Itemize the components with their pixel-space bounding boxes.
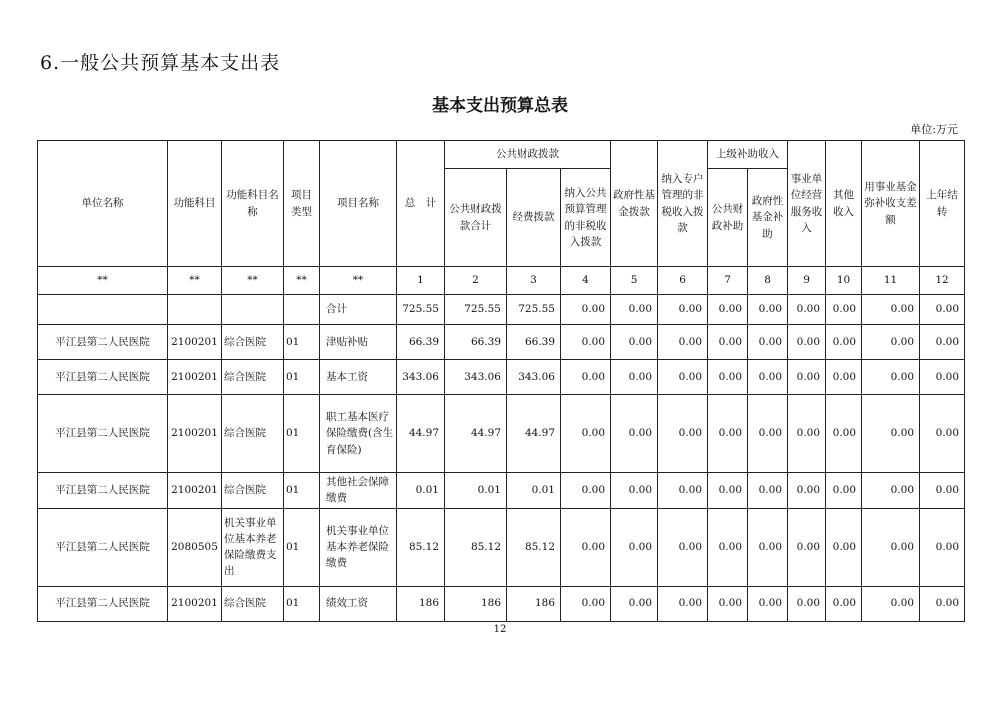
value-cell: 0.00 [748, 586, 788, 621]
header-public-total: 公共财政拨款合计 [445, 169, 507, 267]
index-cell: 5 [611, 267, 658, 295]
table-row [38, 360, 965, 395]
value-cell: 0.00 [920, 395, 965, 473]
index-cell: 7 [708, 267, 748, 295]
func-code-cell: 2100201 [168, 473, 222, 509]
value-cell: 0.00 [826, 586, 862, 621]
func-code-cell: 2100201 [168, 360, 222, 395]
header-operating: 经费拨款 [507, 169, 561, 267]
func-code-cell: 2100201 [168, 325, 222, 360]
unit-name-cell: 平江县第二人民医院 [38, 473, 168, 509]
header-superior-gov: 政府性基金补助 [748, 169, 788, 267]
value-cell: 0.00 [788, 325, 826, 360]
header-carryover: 上年结转 [920, 141, 965, 267]
value-cell: 0.00 [658, 508, 708, 586]
value-cell: 0.00 [708, 360, 748, 395]
unit-name-cell: 平江县第二人民医院 [38, 395, 168, 473]
value-cell: 0.00 [862, 473, 920, 509]
func-name-cell: 综合医院 [222, 473, 284, 509]
value-cell: 0.00 [561, 360, 611, 395]
func-name-cell: 综合医院 [222, 360, 284, 395]
value-cell: 0.00 [826, 295, 862, 325]
value-cell: 0.00 [611, 295, 658, 325]
header-func-name: 功能科目名称 [222, 141, 284, 267]
value-cell: 0.00 [862, 325, 920, 360]
value-cell: 0.00 [788, 360, 826, 395]
value-cell: 0.00 [862, 508, 920, 586]
index-cell: ** [222, 267, 284, 295]
item-type-cell: 01 [284, 473, 320, 509]
item-type-cell: 01 [284, 586, 320, 621]
item-name-cell: 绩效工资 [320, 586, 397, 621]
value-cell: 66.39 [507, 325, 561, 360]
value-cell: 0.00 [862, 395, 920, 473]
index-cell: 1 [397, 267, 445, 295]
index-cell: 9 [788, 267, 826, 295]
value-cell: 0.00 [708, 586, 748, 621]
value-cell: 0.00 [658, 325, 708, 360]
value-cell: 0.00 [658, 295, 708, 325]
index-cell: 12 [920, 267, 965, 295]
value-cell: 0.00 [920, 295, 965, 325]
total-type-cell [284, 295, 320, 325]
value-cell: 0.00 [658, 395, 708, 473]
value-cell: 0.00 [862, 360, 920, 395]
value-cell: 0.00 [920, 586, 965, 621]
data-rows [38, 325, 965, 622]
header-business: 事业单位经营服务收入 [788, 141, 826, 267]
index-cell: ** [320, 267, 397, 295]
value-cell: 0.00 [788, 473, 826, 509]
table-row [38, 508, 965, 586]
table-title: 基本支出预算总表 [432, 96, 568, 116]
index-cell: 4 [561, 267, 611, 295]
value-cell: 0.00 [788, 508, 826, 586]
table-row [38, 473, 965, 509]
value-cell: 0.00 [788, 295, 826, 325]
index-cell: 3 [507, 267, 561, 295]
value-cell: 85.12 [507, 508, 561, 586]
func-code-cell: 2100201 [168, 395, 222, 473]
value-cell: 0.00 [561, 295, 611, 325]
header-public-finance: 公共财政拨款 [445, 141, 611, 169]
value-cell: 0.00 [611, 395, 658, 473]
value-cell: 0.00 [748, 325, 788, 360]
header-func-code: 功能科目 [168, 141, 222, 267]
value-cell: 0.00 [862, 586, 920, 621]
value-cell: 343.06 [445, 360, 507, 395]
value-cell: 0.00 [920, 360, 965, 395]
header-total: 总 计 [397, 141, 445, 267]
item-name-cell: 其他社会保障缴费 [320, 473, 397, 509]
value-cell: 725.55 [397, 295, 445, 325]
budget-table [37, 140, 965, 622]
value-cell: 0.00 [561, 508, 611, 586]
value-cell: 0.01 [445, 473, 507, 509]
value-cell: 343.06 [397, 360, 445, 395]
value-cell: 0.00 [788, 586, 826, 621]
value-cell: 0.00 [658, 473, 708, 509]
value-cell: 0.00 [658, 586, 708, 621]
value-cell: 0.00 [708, 325, 748, 360]
value-cell: 0.00 [748, 395, 788, 473]
index-cell: 8 [748, 267, 788, 295]
value-cell: 0.00 [748, 360, 788, 395]
value-cell: 66.39 [397, 325, 445, 360]
value-cell: 85.12 [445, 508, 507, 586]
index-cell: 11 [862, 267, 920, 295]
value-cell: 44.97 [397, 395, 445, 473]
value-cell: 0.00 [708, 508, 748, 586]
value-cell: 85.12 [397, 508, 445, 586]
item-type-cell: 01 [284, 395, 320, 473]
header-item-type: 项目类型 [284, 141, 320, 267]
index-cell: 2 [445, 267, 507, 295]
header-gov-fund: 政府性基金拨款 [611, 141, 658, 267]
value-cell: 0.00 [611, 586, 658, 621]
item-name-cell: 机关事业单位基本养老保险缴费 [320, 508, 397, 586]
index-cell: ** [168, 267, 222, 295]
value-cell: 0.00 [826, 395, 862, 473]
total-unit-cell [38, 295, 168, 325]
value-cell: 0.01 [397, 473, 445, 509]
total-row [38, 295, 965, 325]
func-name-cell: 综合医院 [222, 586, 284, 621]
value-cell: 0.00 [611, 325, 658, 360]
value-cell: 0.00 [708, 295, 748, 325]
index-cell: ** [284, 267, 320, 295]
value-cell: 0.00 [748, 508, 788, 586]
item-type-cell: 01 [284, 325, 320, 360]
value-cell: 0.01 [507, 473, 561, 509]
value-cell: 0.00 [748, 473, 788, 509]
value-cell: 0.00 [658, 360, 708, 395]
header-other: 其他收入 [826, 141, 862, 267]
func-code-cell: 2080505 [168, 508, 222, 586]
value-cell: 44.97 [445, 395, 507, 473]
unit-label: 单位:万元 [910, 123, 958, 136]
value-cell: 0.00 [826, 360, 862, 395]
value-cell: 0.00 [561, 586, 611, 621]
table-header [38, 141, 965, 267]
item-name-cell: 职工基本医疗保险缴费(含生育保险) [320, 395, 397, 473]
table-row [38, 325, 965, 360]
value-cell: 186 [445, 586, 507, 621]
value-cell: 0.00 [611, 360, 658, 395]
value-cell: 0.00 [826, 473, 862, 509]
header-special-mgmt: 纳入公共预算管理的非税收入拨款 [561, 169, 611, 267]
value-cell: 0.00 [748, 295, 788, 325]
value-cell: 0.00 [920, 508, 965, 586]
total-func-cell [222, 295, 284, 325]
func-name-cell: 综合医院 [222, 395, 284, 473]
unit-name-cell: 平江县第二人民医院 [38, 508, 168, 586]
header-unit-name: 单位名称 [38, 141, 168, 267]
value-cell: 44.97 [507, 395, 561, 473]
value-cell: 0.00 [708, 395, 748, 473]
header-fund-gap: 用事业基金弥补收支差额 [862, 141, 920, 267]
value-cell: 0.00 [862, 295, 920, 325]
value-cell: 0.00 [826, 325, 862, 360]
value-cell: 0.00 [826, 508, 862, 586]
value-cell: 0.00 [561, 395, 611, 473]
item-name-cell: 基本工资 [320, 360, 397, 395]
value-cell: 66.39 [445, 325, 507, 360]
value-cell: 0.00 [561, 325, 611, 360]
total-code-cell [168, 295, 222, 325]
index-cell: ** [38, 267, 168, 295]
func-code-cell: 2100201 [168, 586, 222, 621]
header-superior-public: 公共财政补助 [708, 169, 748, 267]
value-cell: 0.00 [920, 473, 965, 509]
value-cell: 0.00 [611, 473, 658, 509]
value-cell: 0.00 [920, 325, 965, 360]
unit-name-cell: 平江县第二人民医院 [38, 325, 168, 360]
value-cell: 0.00 [708, 473, 748, 509]
total-label: 合计 [320, 295, 397, 325]
table-row [38, 586, 965, 621]
header-item-name: 项目名称 [320, 141, 397, 267]
index-cell: 10 [826, 267, 862, 295]
value-cell: 186 [507, 586, 561, 621]
unit-name-cell: 平江县第二人民医院 [38, 586, 168, 621]
value-cell: 186 [397, 586, 445, 621]
value-cell: 725.55 [507, 295, 561, 325]
value-cell: 0.00 [561, 473, 611, 509]
func-name-cell: 综合医院 [222, 325, 284, 360]
value-cell: 0.00 [788, 395, 826, 473]
unit-name-cell: 平江县第二人民医院 [38, 360, 168, 395]
value-cell: 725.55 [445, 295, 507, 325]
index-row [38, 267, 965, 295]
value-cell: 343.06 [507, 360, 561, 395]
header-special-account: 纳入专户管理的非税收入拨款 [658, 141, 708, 267]
section-title: 6.一般公共预算基本支出表 [40, 52, 281, 74]
value-cell: 0.00 [611, 508, 658, 586]
item-type-cell: 01 [284, 508, 320, 586]
index-cell: 6 [658, 267, 708, 295]
table-row [38, 395, 965, 473]
func-name-cell: 机关事业单位基本养老保险缴费支出 [222, 508, 284, 586]
item-type-cell: 01 [284, 360, 320, 395]
item-name-cell: 津贴补贴 [320, 325, 397, 360]
page-number: 12 [493, 624, 507, 635]
header-superior: 上级补助收入 [708, 141, 788, 169]
